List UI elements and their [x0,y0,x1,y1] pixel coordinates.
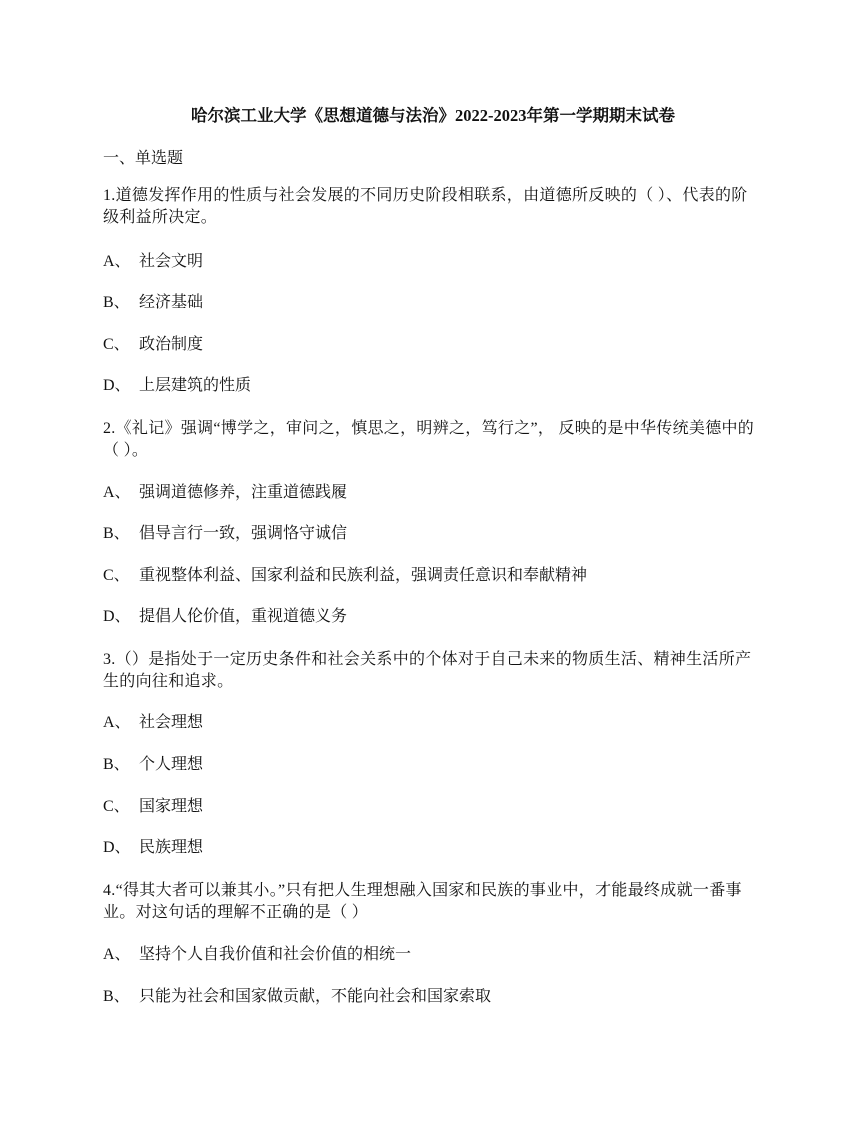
question-3-text: 3.（）是指处于一定历史条件和社会关系中的个体对于自己未来的物质生活、精神生活所产生的向往和追求。 [103,651,752,690]
question-3-option-c [103,796,203,818]
question-4-option-a [103,944,411,966]
question-2-option-b [103,523,347,545]
question-1-option-b [103,292,203,314]
option-text: 政治制度 [139,336,204,353]
option-text: 只能为社会和国家做贡献，不能向社会和国家索取 [139,988,492,1005]
option-text: 个人理想 [139,756,204,773]
option-label: B、 [103,525,130,542]
option-text: 倡导言行一致，强调恪守诚信 [139,525,348,542]
question-1-text: 1.道德发挥作用的性质与社会发展的不同历史阶段相联系，由道德所反映的（ ）、代表的阶级利益所决定。 [103,187,748,226]
option-text: 国家理想 [139,798,204,815]
question-4-text: 4.“得其大者可以兼其小。”只有把人生理想融入国家和民族的事业中，才能最终成就一番事业。对这句话的理解不正确的是（ ） [103,882,742,921]
option-text: 社会文明 [139,253,204,270]
option-text: 坚持个人自我价值和社会价值的相统一 [139,946,412,963]
question-1-option-d [103,375,251,397]
question-2-option-a [103,482,347,504]
option-text: 强调道德修养，注重道德践履 [139,484,348,501]
exam-title: 哈尔滨工业大学《思想道德与法治》2022-2023年第一学期期末试卷 [191,106,675,125]
option-label: D、 [103,839,131,856]
option-text: 提倡人伦价值，重视道德义务 [139,608,348,625]
question-2-text: 2.《礼记》强调“博学之，审问之，慎思之，明辨之，笃行之”， 反映的是中华传统美德中的（ ）。 [103,420,755,459]
option-text: 社会理想 [139,714,204,731]
option-label: A、 [103,946,131,963]
option-label: A、 [103,484,131,501]
question-3-option-a [103,712,203,734]
option-label: C、 [103,798,130,815]
option-text: 重视整体利益、国家利益和民族利益，强调责任意识和奉献精神 [139,567,588,584]
section-heading: 一、单选题 [103,150,184,167]
option-label: A、 [103,253,131,270]
option-label: D、 [103,377,131,394]
option-text: 经济基础 [139,294,204,311]
option-label: D、 [103,608,131,625]
option-label: C、 [103,336,130,353]
question-2-option-d [103,606,347,628]
question-1-option-a [103,251,203,273]
option-label: B、 [103,294,130,311]
question-4-option-b [103,986,491,1008]
question-3-option-b [103,754,203,776]
option-text: 民族理想 [139,839,204,856]
question-3-option-d [103,837,203,859]
option-label: B、 [103,756,130,773]
option-label: B、 [103,988,130,1005]
option-label: A、 [103,714,131,731]
question-1-option-c [103,334,203,356]
option-text: 上层建筑的性质 [139,377,252,394]
question-2-option-c [103,565,587,587]
option-label: C、 [103,567,130,584]
